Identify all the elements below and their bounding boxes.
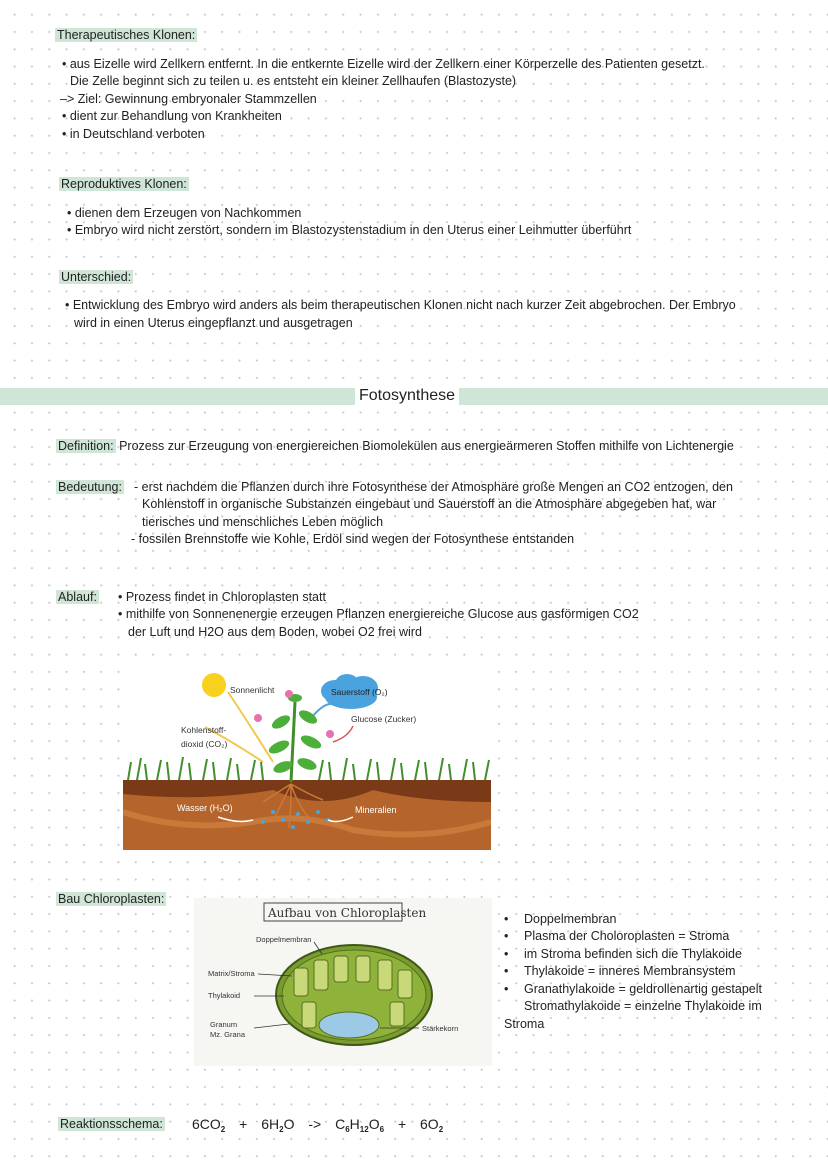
label-mineralien: Mineralien bbox=[355, 805, 397, 815]
label-matrix: Matrix/Stroma bbox=[208, 969, 255, 978]
definition-label: Definition: bbox=[58, 439, 114, 453]
text-line: • mithilfe von Sonnenenergie erzeugen Pflanzen energiereiche Glucose aus gasförmigen CO2 bbox=[118, 607, 639, 621]
text-line: tierisches und menschliches Leben möglich bbox=[142, 515, 384, 529]
text-line: • Prozess findet in Chloroplasten statt bbox=[118, 590, 326, 604]
section-title-fotosynthese: Fotosynthese bbox=[355, 386, 459, 406]
text-line: • dienen dem Erzeugen von Nachkommen bbox=[67, 206, 302, 220]
text-line: Die Zelle beginnt sich zu teilen u. es entsteht ein kleiner Zellhaufen (Blastozyste) bbox=[70, 74, 517, 88]
text-line: –> Ziel: Gewinnung embryonaler Stammzellen bbox=[60, 92, 317, 106]
label-sonnenlicht: Sonnenlicht bbox=[230, 685, 275, 695]
text-line: • Embryo wird nicht zerstört, sondern im Blastozystenstadium in den Uterus einer Leihmutter überführt bbox=[67, 223, 632, 237]
label-doppelmembran: Doppelmembran bbox=[256, 935, 312, 944]
label-thylakoid: Thylakoid bbox=[208, 991, 241, 1000]
list-item: • Thylakoide = inneres Membransystem bbox=[504, 964, 736, 978]
ablauf-label: Ablauf: bbox=[58, 590, 97, 604]
label-glucose: Glucose (Zucker) bbox=[351, 714, 417, 724]
text-line: • aus Eizelle wird Zellkern entfernt. In die entkernte Eizelle wird der Zellkern einer Körperzelle des Patienten gesetzt. bbox=[62, 57, 705, 71]
list-item-continuation: Stromathylakoide = einzelne Thylakoide im bbox=[524, 999, 762, 1013]
label-wasser: Wasser (H₂O) bbox=[177, 803, 233, 813]
bedeutung-label: Bedeutung: bbox=[58, 480, 122, 494]
text-line: • in Deutschland verboten bbox=[62, 127, 205, 141]
photosynthesis-illustration bbox=[123, 662, 491, 850]
text-line: • Entwicklung des Embryo wird anders als beim therapeutischen Klonen nicht nach kurzer Zeit abgebrochen. Der Embryo bbox=[65, 298, 736, 312]
label-dioxid: dioxid (CO₂) bbox=[181, 739, 228, 749]
reaktionsschema-label: Reaktionsschema: bbox=[60, 1117, 163, 1131]
text-line: wird in einen Uterus eingepflanzt und ausgetragen bbox=[74, 316, 353, 330]
text-line: - fossilen Brennstoffe wie Kohle, Erdöl sind wegen der Fotosynthese entstanden bbox=[131, 532, 575, 546]
text-line: • dient zur Behandlung von Krankheiten bbox=[62, 109, 282, 123]
heading-therapeutisches-klonen: Therapeutisches Klonen: bbox=[57, 28, 196, 42]
bau-chloroplasten-label: Bau Chloroplasten: bbox=[58, 892, 165, 906]
list-item-continuation: Stroma bbox=[504, 1017, 545, 1031]
definition-row bbox=[56, 438, 734, 455]
list-item: • im Stroma befinden sich die Thylakoide bbox=[504, 947, 742, 961]
label-staerkekorn: Stärkekorn bbox=[422, 1024, 459, 1033]
label-sauerstoff: Sauerstoff (O₂) bbox=[331, 687, 388, 697]
chloroplast-title: Aufbau von Chloroplasten bbox=[268, 906, 427, 920]
label-granum: Granum bbox=[210, 1020, 238, 1029]
heading-reproduktives-klonen: Reproduktives Klonen: bbox=[61, 177, 187, 191]
sun-icon bbox=[202, 673, 226, 697]
list-item: • Doppelmembran bbox=[504, 912, 617, 926]
text-line: - erst nachdem die Pflanzen durch ihre Fotosynthese der Atmosphäre große Mengen an CO2 entzogen, den bbox=[134, 480, 733, 494]
definition-text: Prozess zur Erzeugung von energiereichen Biomolekülen aus energieärmeren Stoffen mithilfe von Lichtenergie bbox=[119, 439, 734, 453]
heading-unterschied: Unterschied: bbox=[61, 270, 132, 284]
list-item: • Plasma der Choloroplasten = Stroma bbox=[504, 929, 730, 943]
label-grana: Mz. Grana bbox=[210, 1030, 246, 1039]
chloroplast-illustration bbox=[194, 898, 492, 1066]
list-item: • Granathylakoide = geldrollenartig gestapelt bbox=[504, 982, 763, 996]
text-line: Kohlenstoff in organische Substanzen eingebaut und Sauerstoff an die Atmosphäre abgegeben hat, war bbox=[142, 497, 717, 511]
text-line: der Luft und H2O aus dem Boden, wobei O2 frei wird bbox=[128, 625, 422, 639]
label-kohlenstoff: Kohlenstoff- bbox=[181, 725, 227, 735]
reaction-equation: $6CO_2 + 6H_2O -> C_6H_{12}O_6 + 6O_2$ bbox=[192, 1116, 444, 1134]
